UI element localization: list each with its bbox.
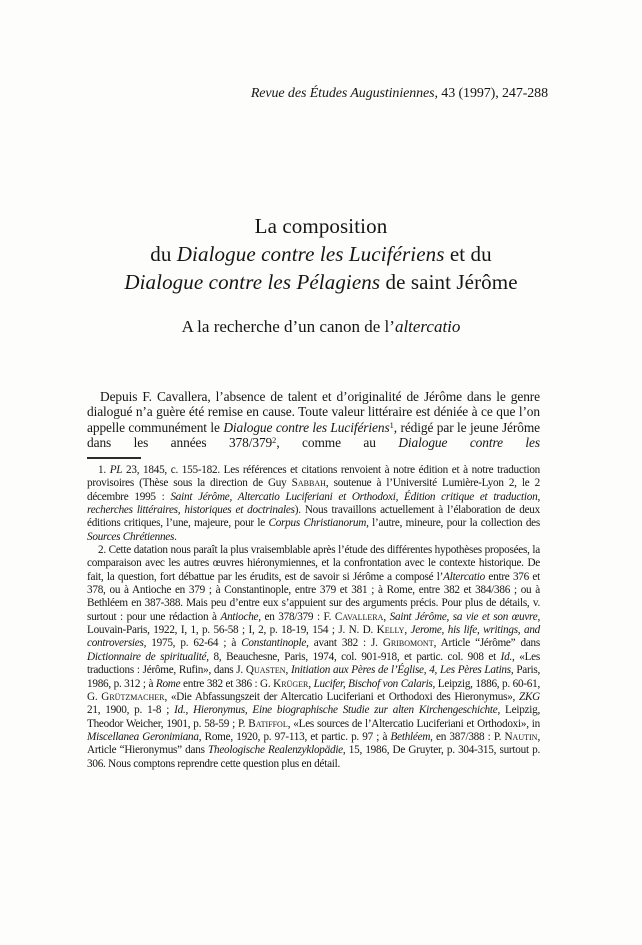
text-run: Leipzig, 1886, p. 60-61, G. [87,677,540,703]
text-run: Grützmacher [101,690,165,703]
text-run: A la recherche d’un canon de l’ [181,317,395,336]
text-run: Depuis F. Cavallera, l’absence de talent et d’originalité de Jérôme dans le genre dialogué n’a guère été remise en cause. Toute valeur littéraire est déniée à ce que l’on appelle communément le [87,389,540,435]
text-run: Paris, 1986, p. 312 ; à [87,664,541,690]
footnote-reference-number: 2 [272,435,277,445]
text-run: 1. [98,464,110,476]
text-run: Theologische Realenzyklopädie [208,744,343,757]
text-run: Id. [500,650,513,663]
article-title [0,212,642,296]
article-subtitle [0,317,642,337]
footnote-2 [87,544,540,771]
text-run: , «Les traductions : Jérôme, Rufin», dans J. [87,650,540,677]
text-run: l’autre, mineure, pour la collection des [368,517,540,530]
text-run: , 43 (1997), 247-288 [434,86,548,101]
text-run: Rome, 1920, p. 97-113, et partic. p. 97 ; à [201,730,391,743]
article-title-line-2 [0,240,642,268]
text-run: Dialogue contre les Lucifériens [223,419,390,435]
text-run: , rédigé par le jeune Jérôme dans les années 378/379 [87,419,541,450]
text-run: Revue des Études Augustiniennes [250,86,435,101]
text-run: entre 376 et 378, ou à Antioche en 379 ; à Constantinople, entre 379 et 381 ; à Rome, entre 382 et 384/386 ; ou à Bethléem en 387-388. Mais peu d’entre eux s’appuient sur des arguments précis. Pour plus de détails, v. surtout : pour une rédaction à [87,570,541,623]
text-run: Id., Hieronymus, Eine biographische Studie zur alten Kirchengeschichte, [174,704,501,717]
text-run: , «Les sources de l’Altercatio Luciferiani et Orthodoxi», in [287,717,540,730]
text-run: ). Nous travaillons actuellement à l’élaboration de deux éditions critiques, l’une, majeure, pour le [87,504,540,530]
text-run: Quasten [245,664,286,677]
text-run: , [308,677,314,690]
text-run: Sabbah [291,477,326,490]
text-run: Saint Jérôme, Altercatio Luciferiani et Orthodoxi, Édition critique et traduction, recherches littéraires, historiques et doctrinales [87,490,540,517]
text-run: 1975, p. 62-64 ; à [146,637,242,650]
text-run: , en 387/388 : P. [430,730,505,743]
text-run: Rome [155,677,181,690]
text-run: Lucifer, Bischof von Calaris, [313,677,436,690]
text-run: Krüger [273,677,309,690]
text-run: Dialogue contre les Pélagiens [124,270,381,294]
text-run: Miscellanea Geronimiana, [87,730,202,743]
text-run: . [174,530,177,543]
text-run: , avant 382 : J. [306,637,383,650]
text-run: , Article “Hieronymus” dans [87,730,540,757]
text-run: , comme au [276,434,399,450]
text-run: entre 382 et 386 : G. [180,677,274,690]
text-run: Batiffol [248,717,288,730]
text-run: , [383,610,390,623]
text-run: 2. Cette datation nous paraît la plus vraisemblable après l’étude des différentes hypothèses proposées, la comparaison avec les autres œuvres hiéronymiennes, et la confrontation avec le contexte historique. De fait, la question, fort débattue par les érudits, est de savoir si Jérôme a composé l’ [87,544,540,583]
article-title-line-1 [0,212,642,240]
text-run: Saint Jérôme, sa vie et son œuvre, [389,610,541,623]
text-run: Bethléem [390,730,431,743]
text-run: Corpus Christianorum, [268,517,369,530]
text-run: Altercatio [443,570,485,583]
text-run: Kelly [376,624,405,637]
text-run: , [404,624,411,637]
text-run: , Article “Jérôme” dans [433,637,540,650]
text-run: La composition [254,214,388,238]
text-run: , en 378/379 : F. [258,610,335,623]
text-run: altercatio [394,317,461,336]
text-run: Initiation aux Pères de l’Église, 4, Les Pères Latins, [290,664,514,677]
text-run: Gribomont [382,637,434,650]
text-run: ZKG [518,690,540,703]
body-paragraph [87,389,540,450]
text-run: et du [444,242,492,266]
text-run: Constantinople [241,637,307,650]
text-run: , [285,664,291,677]
text-run: de saint Jérôme [380,270,518,294]
text-run: PL [109,464,123,476]
text-run: Antioche [220,610,259,623]
article-title-line-3 [0,268,642,296]
text-run: , «Die Abfassungszeit der Altercatio Luciferiani et Orthodoxi des Hieronymus», [164,690,519,703]
text-run: Dialogue contre les [398,434,540,450]
text-run: Dictionnaire de spiritualité, [87,650,209,663]
text-run: 21, 1900, p. 1-8 ; [87,704,175,717]
text-run: Cavallera [334,610,384,623]
text-run: Jerome, his life, writings, and controversies, [87,624,541,650]
text-run: Louvain-Paris, 1922, I, 1, p. 56-58 ; I, 2, p. 18-19, 154 ; J. N. D. [87,624,377,637]
text-run: , 15, 1986, De Gruyter, p. 304-315, surtout p. 306. Nous comptons reprendre cette question plus en détail. [87,744,541,770]
footnote-1 [87,464,540,544]
text-run: 23, 1845, c. 155-182. Les références et citations renvoient à notre édition et à notre traduction provisoires (Thèse sous la direction de Guy [87,464,541,490]
text-run: Dialogue contre les Lucifériens [176,242,445,266]
text-run: Sources Chrétiennes [87,530,175,543]
journal-running-head [87,86,548,102]
text-run: 8, Beauchesne, Paris, 1974, col. 901-918, et partic. col. 908 et [208,650,501,663]
footnote-separator-rule [87,457,141,459]
text-run: , soutenue à l’Université Lumière-Lyon 2, le 2 décembre 1995 : [87,477,540,503]
text-run: Nautin [504,730,538,743]
footnotes-section [87,464,540,771]
footnote-reference-number: 1 [389,420,394,430]
text-run: Leipzig, Theodor Weicher, 1901, p. 58-59 ; P. [87,704,540,730]
text-run: du [150,242,177,266]
